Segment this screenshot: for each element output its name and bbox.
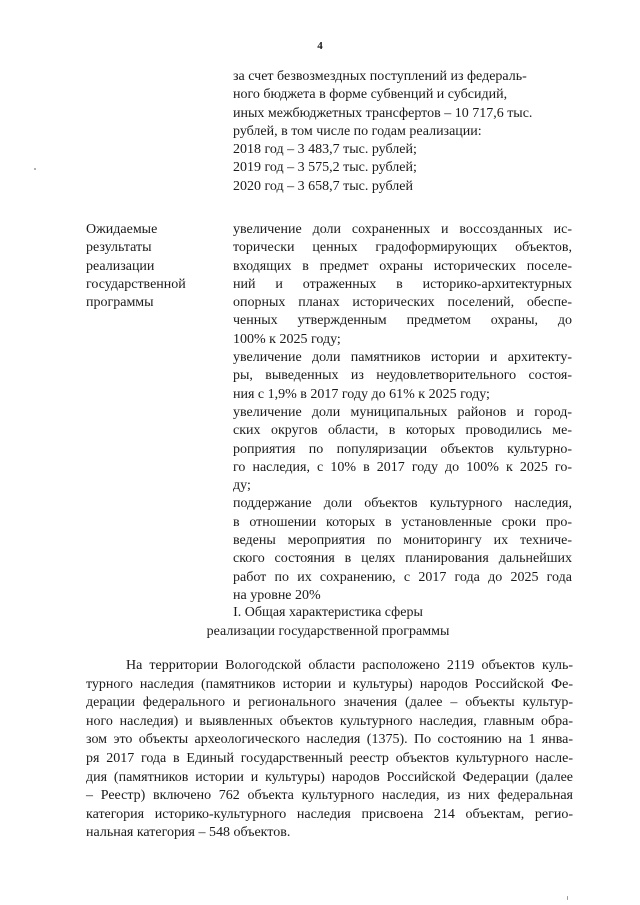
paragraph-line: турного наследия (памятников истории и культуры) народов Российской Фе-: [86, 676, 573, 692]
label-line: реализации: [86, 258, 155, 274]
scan-speck: [567, 896, 568, 900]
result-line: 100% к 2025 году;: [233, 331, 341, 347]
result-line: поддержание доли объектов культурного наследия,: [233, 496, 572, 512]
heading-line: реализации государственной программы: [206, 624, 450, 639]
result-item: [233, 404, 572, 495]
expected-results-list: [233, 221, 572, 605]
paragraph-line: дерации федерального и регионального значения (далее – объекты культур-: [86, 695, 573, 711]
scan-speck: [34, 168, 36, 170]
paragraph-line: ря 2017 года в Единый государственный реестр объектов культурного насле-: [86, 750, 573, 766]
result-line: увеличение доли сохраненных и воссозданных ис-: [233, 222, 572, 237]
result-line: ры, выведенных из неудовлетворительного состоя-: [233, 368, 572, 384]
label-line: результаты: [86, 240, 152, 256]
result-line: торически ценных градоформирующих объектов,: [233, 240, 572, 256]
result-line: входящих в предмет охраны исторических поселе-: [233, 258, 572, 274]
result-line: ского состояния в целях планирования дальнейших: [233, 551, 572, 567]
funding-year-2018: 2018 год – 3 483,7 тыс. рублей;: [233, 142, 417, 158]
paragraph-line: нальная категория – 548 объектов.: [86, 825, 291, 841]
funding-line: иных межбюджетных трансфертов – 10 717,6 тыс.: [233, 105, 533, 121]
label-line: программы: [86, 295, 154, 311]
funding-text: [233, 68, 573, 196]
expected-results-label: [86, 221, 216, 312]
paragraph-line: дия (памятников истории и культуры) народов Российской Федерации (далее: [86, 769, 573, 785]
label-line: Ожидаемые: [86, 222, 158, 237]
result-line: ду;: [233, 478, 251, 494]
result-line: го наследия, с 10% в 2017 году до 100% к 2025 го-: [233, 459, 572, 475]
result-line: работ по их сохранению, с 2017 года до 2025 года: [233, 569, 572, 585]
result-line: опорных планах исторических поселений, обеспе-: [233, 295, 572, 311]
result-line: ний и отраженных в историко-архитектурных: [233, 276, 572, 292]
result-line: ведены мероприятия по мониторингу их техниче-: [233, 533, 572, 549]
funding-year-2020: 2020 год – 3 658,7 тыс. рублей: [233, 178, 413, 194]
result-item: [233, 349, 572, 404]
funding-line: за счет безвозмездных поступлений из федераль-: [233, 69, 527, 84]
funding-line: рублей, в том числе по годам реализации:: [233, 123, 482, 139]
result-line: на уровне 20%: [233, 587, 321, 603]
label-line: государственной: [86, 276, 186, 292]
paragraph-line: ного наследия) и выявленных объектов культурного наследия, главным обра-: [86, 713, 573, 729]
paragraph-line: категория историко-культурного наследия присвоена 214 объектам, регио-: [86, 806, 573, 822]
result-line: ния с 1,9% в 2017 году до 61% к 2025 году;: [233, 386, 490, 402]
funding-line: ного бюджета в форме субвенций и субсидий,: [233, 87, 508, 103]
result-line: ченных утвержденным предметом охраны, до: [233, 313, 572, 329]
paragraph-line: – Реестр) включено 762 объекта культурного наследия, из них федеральная: [86, 788, 573, 804]
result-line: роприятия по популяризации объектов культурно-: [233, 441, 572, 457]
heading-line: I. Общая характеристика сферы: [233, 605, 423, 620]
section-heading: [0, 603, 640, 641]
page-number: 4: [317, 40, 323, 52]
result-line: увеличение доли памятников истории и архитекту-: [233, 350, 572, 366]
result-line: увеличение доли муниципальных районов и город-: [233, 404, 572, 420]
body-paragraph: [86, 657, 573, 843]
result-item: [233, 495, 572, 605]
paragraph-line: На территории Вологодской области расположено 2119 объектов куль-: [126, 658, 573, 673]
funding-year-2019: 2019 год – 3 575,2 тыс. рублей;: [233, 160, 417, 176]
result-line: в отношении которых в установленные сроки про-: [233, 514, 572, 530]
paragraph-line: зом это объекты археологического наследия (1375). По состоянию на 1 янва-: [86, 732, 573, 748]
result-line: ских округов области, в которых проводились ме-: [233, 423, 572, 439]
result-item: [233, 221, 572, 349]
